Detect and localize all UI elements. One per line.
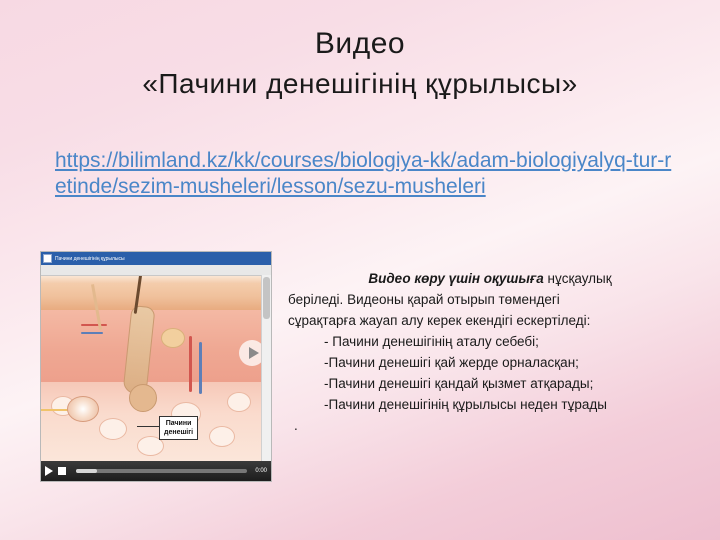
video-progress-slider[interactable] (76, 469, 247, 473)
callout-line-1: Пачини (165, 420, 192, 427)
lesson-hyperlink[interactable]: https://bilimland.kz/kk/courses/biologiya-kk/adam-biologiyalyq-tur-retinde/sezim-musheleri/lesson/sezu-musheleri (55, 149, 672, 198)
blood-vessel-capillary (81, 324, 107, 326)
page-title-line-2: «Пачини денешігінің құрылысы» (142, 68, 578, 99)
question-item: -Пачини денешігінің құрылысы неден тұрады (324, 397, 607, 412)
pacinian-callout-label (159, 416, 198, 440)
question-item: -Пачини денешігі қай жерде орналасқан; (324, 355, 579, 370)
video-controls-bar[interactable] (41, 461, 271, 481)
page-title-line-1: Видео (314, 27, 406, 60)
hair-bulb (129, 384, 157, 412)
instructions-lead-rest: нұсқаулық (543, 271, 612, 286)
video-scrollbar[interactable] (261, 275, 271, 461)
fat-cell (99, 418, 127, 440)
blood-vessel-capillary (81, 332, 103, 334)
instructions-lead-emphasis: Видео көру үшін оқушыға (368, 271, 544, 286)
question-item: - Пачини денешігінің аталу себебі; (324, 334, 539, 349)
pacinian-corpuscle (67, 396, 99, 422)
skin-cross-section-illustration (41, 276, 271, 462)
scrollbar-thumb[interactable] (263, 277, 270, 319)
window-icon (43, 254, 52, 263)
fat-cell (209, 426, 235, 447)
blood-vessel-artery (189, 336, 192, 392)
instructions-text-block (288, 268, 692, 436)
video-window-title: Пачини денешігінің құрылысы (55, 255, 125, 262)
play-icon[interactable] (45, 466, 53, 476)
video-time-label: 0:00 (255, 468, 267, 474)
page-title (0, 24, 720, 104)
fat-cell (227, 392, 251, 412)
instructions-line-2: беріледі. Видеоны қарай отырып төмендегі (288, 292, 560, 307)
instructions-lead (288, 268, 692, 289)
video-window-titlebar (41, 252, 271, 265)
stop-icon[interactable] (58, 467, 66, 475)
dermis-layer (41, 310, 271, 382)
video-progress-fill (76, 469, 97, 473)
question-item: -Пачини денешігі қандай қызмет атқарады; (324, 376, 594, 391)
callout-line-2: денешігі (164, 429, 194, 436)
blood-vessel-vein (199, 342, 202, 394)
video-player-thumbnail[interactable] (40, 251, 272, 482)
callout-leader-line (137, 426, 161, 427)
skin-surface-layer (41, 276, 271, 283)
video-toolbar (41, 265, 271, 276)
trailing-dot: . (294, 418, 298, 433)
instructions-line-3: сұрақтарға жауап алу керек екендігі ескертіледі: (288, 313, 591, 328)
video-stage[interactable] (41, 276, 271, 462)
sweat-gland (161, 328, 185, 348)
